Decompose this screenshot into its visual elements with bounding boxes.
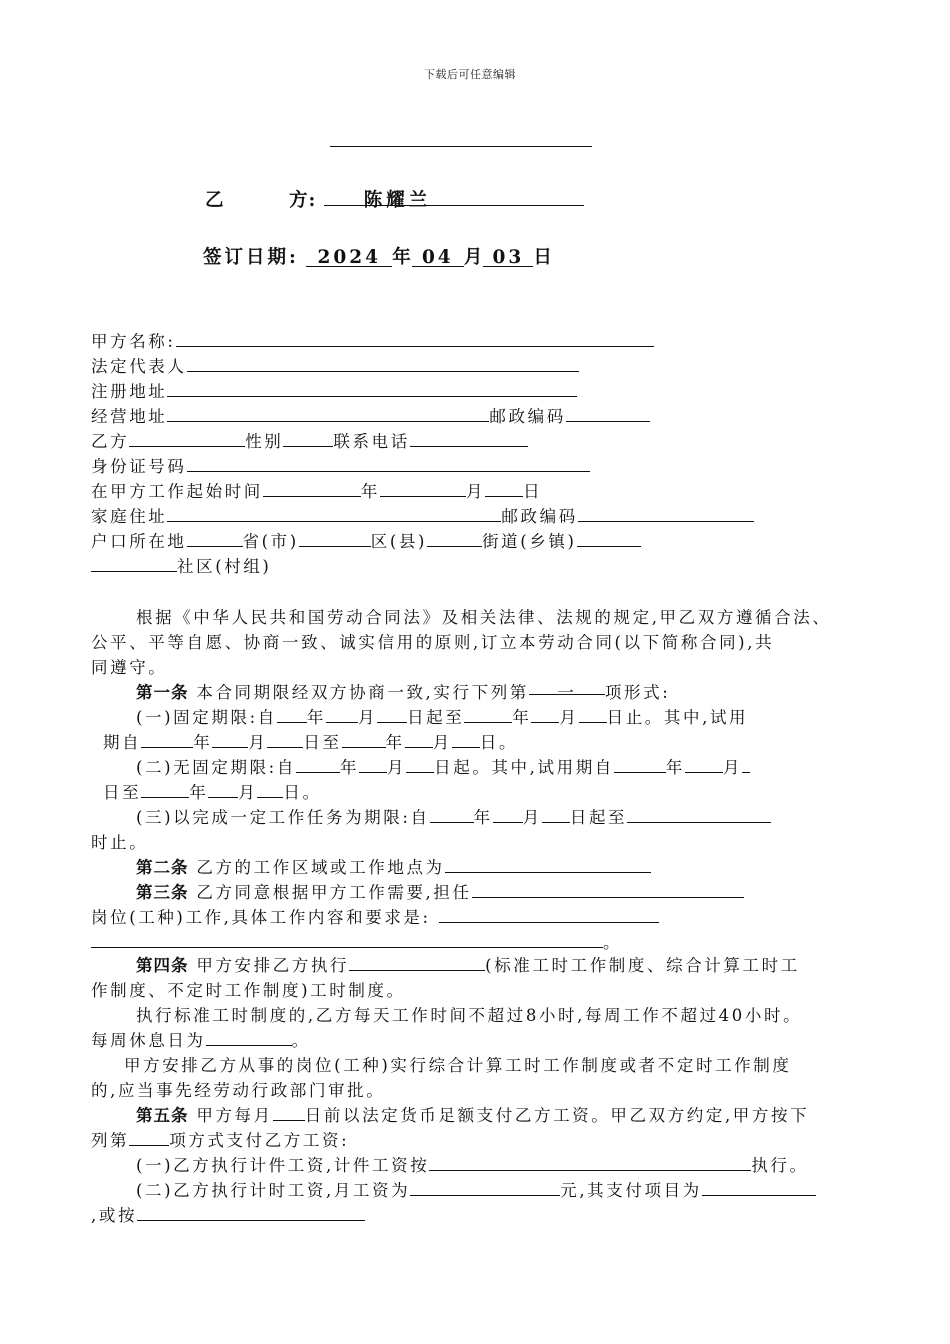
fixed-start-rest: 日起至 — [407, 708, 465, 727]
open-prob-end-day[interactable] — [257, 782, 283, 798]
article-5-title: 第五条 — [136, 1106, 189, 1125]
month-char: 月 — [522, 808, 542, 827]
gender-field[interactable] — [283, 431, 333, 447]
party-b-label: 乙方 — [91, 432, 130, 451]
hukou-province-field[interactable] — [187, 531, 243, 547]
pay-method-field[interactable] — [129, 1130, 169, 1146]
article-4-p2-end: 。 — [291, 1031, 311, 1050]
open-start-day[interactable] — [406, 757, 434, 773]
task-term-row — [136, 804, 771, 828]
fixed-prob-start-day[interactable] — [267, 732, 303, 748]
fixed-end-day[interactable] — [579, 707, 607, 723]
intro-line-3: 同遵守。 — [91, 658, 168, 677]
piece-rate-field[interactable] — [429, 1155, 751, 1171]
postal-code-2-label: 邮政编码 — [501, 507, 578, 526]
sign-year-field[interactable] — [306, 247, 392, 267]
open-term-rest: 日起。其中,试用期自 — [434, 758, 614, 777]
fixed-prob-start-month[interactable] — [212, 732, 248, 748]
year-char: 年 — [306, 708, 326, 727]
fixed-prob-end-day[interactable] — [452, 732, 480, 748]
fixed-prob-end-year[interactable] — [342, 732, 386, 748]
year-char: 年 — [392, 247, 412, 268]
party-b-info-row — [91, 428, 528, 452]
street-label: 街道(乡镇) — [482, 532, 577, 551]
task-end-field[interactable] — [627, 807, 771, 823]
party-b-label-2: 方: — [289, 190, 317, 211]
start-day-char: 日 — [523, 482, 543, 501]
party-a-name-field[interactable] — [176, 331, 654, 347]
year-char: 年 — [473, 808, 493, 827]
fixed-end-year[interactable] — [464, 707, 512, 723]
month-char: 月 — [723, 758, 743, 777]
article-2-title: 第二条 — [136, 858, 189, 877]
id-number-row — [91, 453, 590, 477]
gender-label: 性别 — [245, 432, 284, 451]
open-term-label: (二)无固定期限:自 — [136, 758, 296, 777]
position-field[interactable] — [472, 882, 744, 898]
reg-address-row — [91, 378, 577, 402]
pay-items-field[interactable] — [702, 1180, 816, 1196]
fixed-term-row — [136, 704, 748, 728]
sign-month-field[interactable] — [412, 247, 464, 267]
community-label: 社区(村组) — [177, 557, 272, 576]
community-row — [91, 553, 271, 577]
article-2-text: 乙方的工作区域或工作地点为 — [196, 858, 445, 877]
reg-address-label: 注册地址 — [91, 382, 168, 401]
party-b-name: 陈耀兰 — [363, 190, 432, 211]
sign-year: 2024 — [317, 247, 382, 268]
title-blank-line — [330, 146, 592, 147]
party-b-label-row — [289, 186, 584, 212]
reg-address-field[interactable] — [167, 381, 577, 397]
pay-day-field[interactable] — [273, 1105, 305, 1121]
party-b-row — [205, 186, 225, 212]
start-month-char: 月 — [466, 482, 486, 501]
article-5-opt2-c: ,或按 — [91, 1206, 138, 1225]
postal-code-2-field[interactable] — [578, 506, 754, 522]
party-b-field[interactable] — [129, 431, 245, 447]
article-1-text-a: 本合同期限经双方协商一致,实行下列第 — [196, 683, 529, 702]
article-4-text-b: (标准工时工作制度、综合计算工时工 — [485, 956, 800, 975]
article-3-row-3 — [91, 929, 622, 953]
article-3-text-2: 岗位(工种)工作,具体工作内容和要求是: — [91, 908, 431, 927]
fixed-end-month[interactable] — [531, 707, 559, 723]
article-5-text-d: 项方式支付乙方工资: — [169, 1131, 350, 1150]
legal-rep-field[interactable] — [187, 356, 579, 372]
district-label: 区(县) — [370, 532, 428, 551]
fixed-start-year[interactable] — [277, 707, 307, 723]
month-char: 月 — [559, 708, 579, 727]
party-b-name-field[interactable] — [324, 186, 584, 211]
task-start-year[interactable] — [430, 807, 474, 823]
fixed-prob-end: 日。 — [479, 733, 519, 752]
article-3-title: 第三条 — [136, 883, 189, 902]
legal-rep-label: 法定代表人 — [91, 357, 187, 376]
article-5-opt2-row — [136, 1177, 816, 1201]
year-char: 年 — [385, 733, 405, 752]
sign-month: 04 — [421, 247, 454, 268]
fixed-prob-to: 日至 — [303, 733, 342, 752]
article-4-row — [136, 952, 800, 976]
open-prob-start-day[interactable] — [742, 757, 750, 773]
article-3-row-2 — [91, 904, 659, 928]
year-char: 年 — [193, 733, 213, 752]
home-address-label: 家庭住址 — [91, 507, 168, 526]
job-content-field[interactable] — [439, 907, 659, 923]
fixed-probation-row — [103, 729, 518, 753]
open-probation-row — [103, 779, 322, 803]
open-prob-start-month[interactable] — [685, 757, 723, 773]
article-5-text-b: 日前以法定货币足额支付乙方工资。甲乙双方约定,甲方按下 — [304, 1106, 810, 1125]
biz-address-field[interactable] — [167, 406, 489, 422]
task-term-end: 时止。 — [91, 833, 149, 852]
article-5-opt2-a: (二)乙方执行计时工资,月工资为 — [136, 1181, 411, 1200]
community-field[interactable] — [91, 556, 177, 572]
article-5-opt1-b: 执行。 — [751, 1156, 809, 1175]
biz-address-label: 经营地址 — [91, 407, 168, 426]
article-5-opt1-row — [136, 1152, 809, 1176]
fixed-term-label: (一)固定期限:自 — [136, 708, 277, 727]
month-char: 月 — [463, 247, 484, 268]
article-2-row — [136, 854, 651, 878]
sign-date-label: 签订日期: — [203, 247, 299, 268]
open-prob-end-year[interactable] — [141, 782, 189, 798]
postal-code-field[interactable] — [566, 406, 650, 422]
fixed-end-rest: 日止。其中,试用 — [606, 708, 749, 727]
phone-label: 联系电话 — [333, 432, 410, 451]
hukou-district-field[interactable] — [299, 531, 371, 547]
open-term-row — [136, 754, 750, 778]
day-char: 日 — [533, 247, 553, 268]
start-year-char: 年 — [360, 482, 381, 501]
home-address-row — [91, 503, 754, 527]
party-a-name-row — [91, 328, 654, 352]
article-5-text-c: 列第 — [91, 1131, 130, 1150]
sign-date-row — [203, 243, 553, 269]
year-char: 年 — [665, 758, 686, 777]
open-start-month[interactable] — [359, 757, 387, 773]
header-note: 下载后可任意编辑 — [424, 68, 516, 81]
month-char: 月 — [248, 733, 268, 752]
month-char: 月 — [357, 708, 378, 727]
biz-address-row — [91, 403, 650, 427]
id-number-label: 身份证号码 — [91, 457, 187, 476]
job-requirements-field[interactable] — [91, 932, 603, 948]
rest-day-field[interactable] — [206, 1030, 292, 1046]
hukou-street-name-field[interactable] — [577, 531, 641, 547]
article-3-end: 。 — [603, 933, 623, 952]
intro-line-1: 根据《中华人民共和国劳动合同法》及相关法律、法规的规定,甲乙双方遵循合法、 — [136, 608, 832, 627]
start-month-field[interactable] — [380, 481, 466, 497]
year-char: 年 — [339, 758, 360, 777]
hukou-label: 户口所在地 — [91, 532, 187, 551]
year-char: 年 — [189, 783, 209, 802]
article-5-row-2 — [91, 1127, 349, 1151]
article-4-p2-b-row — [91, 1027, 311, 1051]
open-prob-end: 日。 — [283, 783, 322, 802]
phone-field[interactable] — [410, 431, 528, 447]
open-prob-start-year[interactable] — [614, 757, 666, 773]
article-5-opt1-a: (一)乙方执行计件工资,计件工资按 — [136, 1156, 430, 1175]
start-time-row — [91, 478, 542, 502]
article-4-p2-b: 每周休息日为 — [91, 1031, 206, 1050]
postal-code-label: 邮政编码 — [489, 407, 566, 426]
article-4-text-c: 作制度、不定时工作制度)工时制度。 — [91, 981, 406, 1000]
task-start-day[interactable] — [542, 807, 570, 823]
article-5-text-a: 甲方每月 — [196, 1106, 273, 1125]
open-prob-end-month[interactable] — [208, 782, 238, 798]
province-label: 省(市) — [242, 532, 299, 551]
legal-rep-row — [91, 353, 579, 377]
work-location-field[interactable] — [445, 857, 651, 873]
id-number-field[interactable] — [187, 456, 590, 472]
start-day-field[interactable] — [485, 481, 523, 497]
sign-day-field[interactable] — [483, 247, 533, 267]
alt-pay-field[interactable] — [137, 1205, 365, 1221]
article-1-choice: 一 — [557, 683, 577, 702]
article-1-choice-field[interactable] — [529, 679, 605, 702]
month-char: 月 — [238, 783, 258, 802]
article-4-p3-b: 的,应当事先经劳动行政部门审批。 — [91, 1081, 386, 1100]
task-term-label: (三)以完成一定工作任务为期限:自 — [136, 808, 430, 827]
article-1-row — [136, 679, 670, 703]
article-1-title: 第一条 — [136, 683, 189, 702]
article-5-opt2-row-2 — [91, 1202, 365, 1226]
article-3-text: 乙方同意根据甲方工作需要,担任 — [196, 883, 472, 902]
fixed-prob-end-month[interactable] — [405, 732, 433, 748]
fixed-prob-start-year[interactable] — [141, 732, 193, 748]
year-char: 年 — [512, 708, 532, 727]
article-4-text-a: 甲方安排乙方执行 — [196, 956, 350, 975]
month-char: 月 — [387, 758, 407, 777]
start-time-label: 在甲方工作起始时间 — [91, 482, 263, 501]
fixed-start-month[interactable] — [326, 707, 358, 723]
article-5-opt2-b: 元,其支付项目为 — [560, 1181, 702, 1200]
party-b-label-1: 乙 — [205, 190, 225, 211]
work-hour-system-field[interactable] — [349, 955, 485, 971]
party-a-name-label: 甲方名称: — [91, 332, 176, 351]
article-3-row — [136, 879, 744, 903]
fixed-probation-label: 期自 — [103, 733, 142, 752]
monthly-wage-field[interactable] — [410, 1180, 560, 1196]
intro-line-2: 公平、平等自愿、协商一致、诚实信用的原则,订立本劳动合同(以下简称合同),共 — [91, 633, 775, 652]
task-start-month[interactable] — [493, 807, 523, 823]
fixed-start-day[interactable] — [377, 707, 407, 723]
article-5-row — [136, 1102, 809, 1126]
article-1-text-b: 项形式: — [604, 683, 671, 702]
sign-day: 03 — [492, 247, 525, 268]
open-start-year[interactable] — [296, 757, 340, 773]
start-year-field[interactable] — [263, 481, 361, 497]
article-4-p3-a: 甲方安排乙方从事的岗位(工种)实行综合计算工时工作制度或者不定时工作制度 — [124, 1056, 792, 1075]
article-4-p2-a: 执行标准工时制度的,乙方每天工作时间不超过8小时,每周工作不超过40小时。 — [136, 1006, 803, 1025]
hukou-row — [91, 528, 641, 552]
article-4-title: 第四条 — [136, 956, 189, 975]
hukou-street-field[interactable] — [427, 531, 482, 547]
home-address-field[interactable] — [167, 506, 501, 522]
month-char: 月 — [432, 733, 452, 752]
open-prob-to: 日至 — [103, 783, 142, 802]
task-term-rest: 日起至 — [569, 808, 628, 827]
